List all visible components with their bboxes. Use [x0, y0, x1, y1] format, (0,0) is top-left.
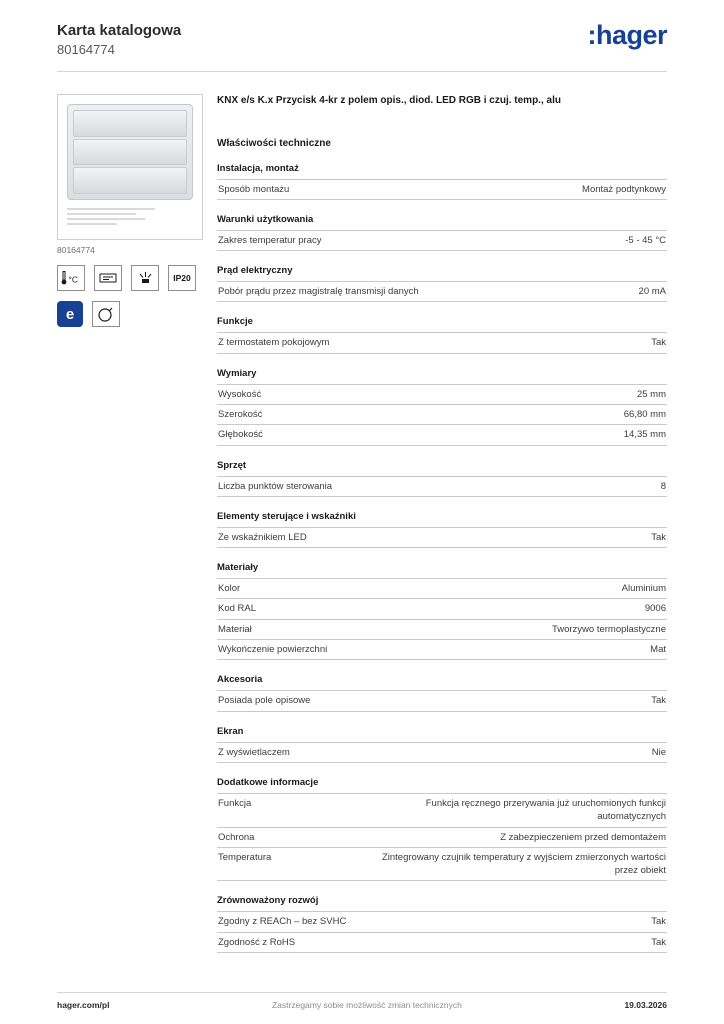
- footer-website: hager.com/pl: [57, 1000, 110, 1010]
- row-value: 8: [660, 480, 666, 492]
- spec-row: [217, 828, 667, 848]
- row-label: Kod RAL: [218, 603, 257, 615]
- row-label: Temperatura: [218, 851, 272, 863]
- row-value: Tak: [651, 531, 666, 543]
- spec-row: [217, 231, 667, 251]
- row-label: Pobór prądu przez magistralę transmisji danych: [218, 286, 419, 298]
- spec-rows: [217, 742, 667, 763]
- row-label: Ze wskaźnikiem LED: [218, 531, 307, 543]
- row-value: Tak: [651, 936, 666, 948]
- section-title: Funkcje: [217, 316, 253, 328]
- row-label: Z wyświetlaczem: [218, 746, 290, 758]
- section-title: Warunki użytkowania: [217, 213, 314, 225]
- spec-row: [217, 933, 667, 953]
- spec-row: [217, 405, 667, 425]
- product-image: [57, 94, 203, 240]
- spec-section: [217, 511, 667, 548]
- spec-sections: [217, 163, 667, 954]
- switch-illustration: [67, 104, 193, 200]
- spec-row: [217, 743, 667, 763]
- spec-row: [217, 579, 667, 599]
- row-label: Posiada pole opisowe: [218, 695, 311, 707]
- section-title: Instalacja, montaż: [217, 162, 299, 174]
- row-value: Mat: [650, 644, 666, 656]
- spec-row: [217, 848, 667, 882]
- image-caption: 80164774: [57, 245, 95, 255]
- row-value: 66,80 mm: [623, 408, 666, 420]
- spec-row: [217, 333, 667, 353]
- spec-rows: [217, 793, 667, 881]
- spec-row: [217, 599, 667, 619]
- spec-section: [217, 316, 667, 353]
- spec-rows: [217, 230, 667, 251]
- page-footer: [57, 992, 667, 1010]
- spec-rows: [217, 281, 667, 302]
- spec-section: [217, 674, 667, 711]
- rocker-segment: [73, 139, 187, 166]
- knx-easy-letter: e: [65, 305, 75, 323]
- row-value: Zintegrowany czujnik temperatury z wyjściem zmierzonych wartości przez obiekt: [381, 851, 666, 877]
- label-line: [67, 223, 117, 225]
- rotary-control-icon: [92, 301, 120, 327]
- header-divider: [57, 71, 667, 72]
- spec-row: [217, 282, 667, 302]
- row-value: Tak: [651, 916, 666, 928]
- header-titles: [57, 22, 181, 57]
- spec-row: [217, 180, 667, 200]
- section-title: Wymiary: [217, 367, 257, 379]
- content-area: [57, 94, 667, 953]
- spec-section: [217, 726, 667, 763]
- spec-section: [217, 562, 667, 660]
- spec-section: [217, 895, 667, 953]
- row-value: Tak: [651, 337, 666, 349]
- section-title: Akcesoria: [217, 674, 263, 686]
- label-line: [67, 218, 145, 220]
- spec-rows: [217, 578, 667, 660]
- row-value: Funkcja ręcznego przerywania już uruchomionych funkcji automatycznych: [425, 797, 666, 823]
- row-label: Liczba punktów sterowania: [218, 480, 333, 492]
- spec-row: [217, 640, 667, 660]
- switch-rockers: [73, 110, 187, 194]
- certification-icons-row-2: [57, 301, 205, 327]
- spec-row: [217, 425, 667, 445]
- svg-text:°C: °C: [68, 274, 79, 285]
- ip-rating-label: IP20: [173, 273, 191, 283]
- row-label: Ochrona: [218, 831, 255, 843]
- page-header: [57, 22, 667, 57]
- spec-rows: [217, 690, 667, 711]
- row-label: Kolor: [218, 583, 241, 595]
- row-value: Z zabezpieczeniem przed demontażem: [500, 831, 666, 843]
- section-title: Ekran: [217, 725, 244, 737]
- row-label: Zgodność z RoHS: [218, 936, 296, 948]
- label-text-lines: [67, 208, 193, 225]
- section-title: Materiały: [217, 562, 259, 574]
- row-label: Z termostatem pokojowym: [218, 337, 330, 349]
- row-value: Aluminium: [621, 583, 666, 595]
- row-value: 20 mA: [638, 286, 666, 298]
- row-value: 9006: [644, 603, 666, 615]
- spec-row: [217, 528, 667, 548]
- row-value: Nie: [651, 746, 666, 758]
- product-number: 80164774: [57, 42, 115, 57]
- section-title: Elementy sterujące i wskaźniki: [217, 510, 356, 522]
- spec-row: [217, 477, 667, 497]
- section-title: Zrównoważony rozwój: [217, 895, 319, 907]
- row-label: Materiał: [218, 623, 252, 635]
- row-value: -5 - 45 °C: [625, 234, 666, 246]
- spec-rows: [217, 476, 667, 497]
- properties-heading: Właściwości techniczne: [217, 137, 331, 149]
- section-title: Sprzęt: [217, 459, 247, 471]
- spec-section: [217, 460, 667, 497]
- label-line: [67, 213, 136, 215]
- spec-section: [217, 214, 667, 251]
- section-title: Dodatkowe informacje: [217, 776, 319, 788]
- rocker-segment: [73, 110, 187, 137]
- spec-row: [217, 912, 667, 932]
- row-label: Sposób montażu: [218, 183, 290, 195]
- spec-section: [217, 265, 667, 302]
- product-title: KNX e/s K.x Przycisk 4-kr z polem opis., diod. LED RGB i czuj. temp., alu: [217, 95, 561, 106]
- product-media-column: [57, 94, 205, 953]
- footer-disclaimer: Zastrzegamy sobie możliwość zmian technicznych: [271, 1000, 462, 1010]
- spec-row: [217, 385, 667, 405]
- spec-rows: [217, 384, 667, 446]
- row-label: Funkcja: [218, 797, 252, 809]
- row-label: Zakres temperatur pracy: [218, 234, 322, 246]
- document-type-title: Karta katalogowa: [57, 22, 182, 39]
- row-value: Montaż podtynkowy: [582, 183, 666, 195]
- spec-section: [217, 163, 667, 200]
- row-label: Szerokość: [218, 408, 263, 420]
- section-title: Prąd elektryczny: [217, 265, 293, 277]
- certification-icons-row-1: [57, 265, 205, 291]
- spec-rows: [217, 332, 667, 353]
- spec-row: [217, 620, 667, 640]
- row-label: Wykończenie powierzchni: [218, 644, 328, 656]
- spec-section: [217, 777, 667, 881]
- spec-section: [217, 368, 667, 446]
- spec-row: [217, 794, 667, 828]
- label-line: [67, 208, 155, 210]
- rocker-segment: [73, 167, 187, 194]
- row-value: 25 mm: [636, 388, 666, 400]
- specs-column: [217, 94, 667, 953]
- row-label: Zgodny z REACh – bez SVHC: [218, 916, 347, 928]
- row-label: Głębokość: [218, 429, 263, 441]
- footer-date: 19.03.2026: [624, 1000, 667, 1010]
- knx-easy-icon: [57, 301, 83, 327]
- row-value: Tak: [651, 695, 666, 707]
- led-indicator-icon: [131, 265, 159, 291]
- row-label: Wysokość: [218, 388, 262, 400]
- spec-rows: [217, 911, 667, 953]
- row-value: Tworzywo termoplastyczne: [551, 623, 666, 635]
- bus-connector-icon: [94, 265, 122, 291]
- row-value: 14,35 mm: [623, 429, 666, 441]
- temperature-range-icon: [57, 265, 85, 291]
- hager-logo: :hager: [587, 20, 667, 50]
- spec-row: [217, 691, 667, 711]
- spec-rows: [217, 179, 667, 200]
- spec-rows: [217, 527, 667, 548]
- ip-rating-badge: [168, 265, 196, 291]
